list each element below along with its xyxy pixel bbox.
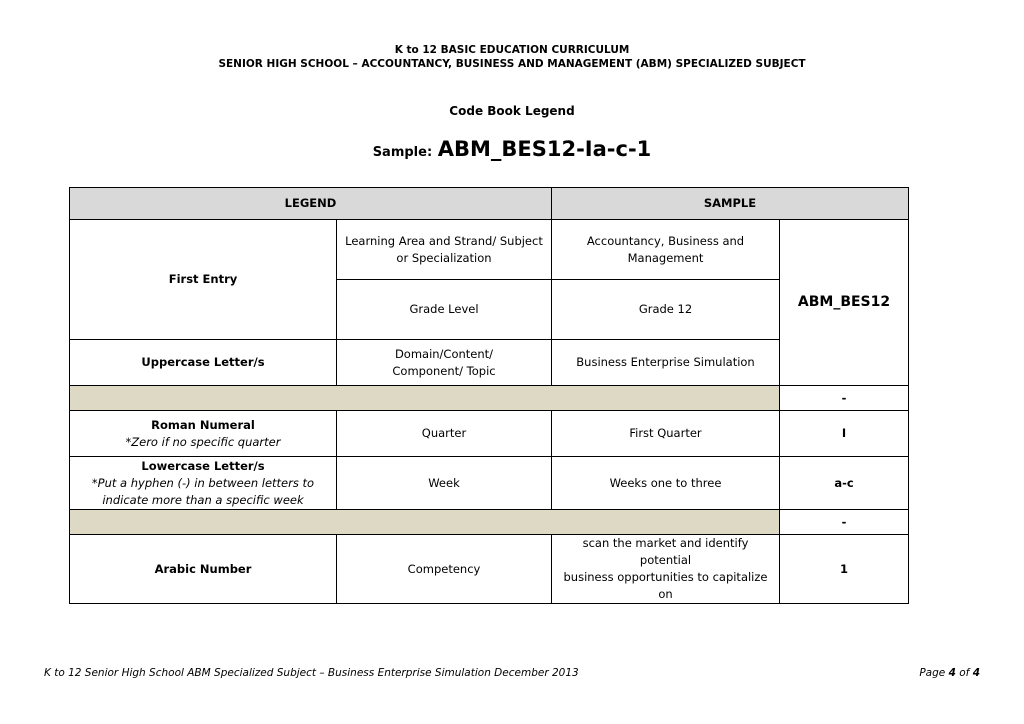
sample-code-line	[0, 137, 1024, 161]
separator-code: -	[780, 510, 909, 535]
domain-sample: Business Enterprise Simulation	[552, 340, 780, 386]
competency-desc: Competency	[337, 535, 552, 604]
roman-numeral-note: *Zero if no specific quarter	[125, 434, 281, 449]
competency-sample-line1: scan the market and identify potential	[582, 536, 749, 567]
uppercase-letters-label: Uppercase Letter/s	[70, 340, 337, 386]
domain-desc-line1: Domain/Content/	[394, 346, 494, 361]
legend-header: LEGEND	[70, 188, 552, 220]
page-current: 4	[948, 667, 956, 679]
quarter-code: I	[780, 411, 909, 457]
quarter-sample: First Quarter	[552, 411, 780, 457]
table-row	[70, 457, 909, 510]
week-desc: Week	[337, 457, 552, 510]
table-row	[70, 220, 909, 280]
lowercase-letters-label: Lowercase Letter/s	[141, 458, 265, 473]
curriculum-title: K to 12 BASIC EDUCATION CURRICULUM	[394, 44, 630, 56]
lowercase-letters-cell	[70, 457, 337, 510]
learning-area-desc: Learning Area and Strand/ Subject or Specialization	[337, 220, 552, 280]
footer-document-title: K to 12 Senior High School ABM Specialized Subject – Business Enterprise Simulation December 2013	[44, 667, 579, 679]
first-entry-code: ABM_BES12	[780, 220, 909, 386]
page-word: Page	[919, 667, 946, 679]
arabic-number-label: Arabic Number	[70, 535, 337, 604]
roman-numeral-label: Roman Numeral	[151, 417, 255, 432]
sample-code: ABM_BES12-Ia-c-1	[437, 137, 652, 161]
lowercase-letters-note-1: *Put a hyphen (-) in between letters to	[91, 475, 315, 490]
separator-row	[70, 386, 909, 411]
table-header-row	[70, 188, 909, 220]
lowercase-letters-note-2: indicate more than a specific week	[102, 492, 304, 507]
domain-desc	[337, 340, 552, 386]
competency-sample-line2: business opportunities to capitalize on	[563, 570, 768, 601]
quarter-desc: Quarter	[337, 411, 552, 457]
grade-level-sample: Grade 12	[552, 280, 780, 340]
code-book-table	[69, 187, 909, 604]
footer-page-number	[919, 667, 980, 679]
separator-code: -	[780, 386, 909, 411]
subject-title: SENIOR HIGH SCHOOL – ACCOUNTANCY, BUSINESS AND MANAGEMENT (ABM) SPECIALIZED SUBJECT	[218, 58, 806, 70]
week-code: a-c	[780, 457, 909, 510]
sample-label: Sample:	[372, 145, 433, 160]
week-sample: Weeks one to three	[552, 457, 780, 510]
sample-header: SAMPLE	[552, 188, 909, 220]
domain-desc-line2: Component/ Topic	[392, 363, 496, 378]
roman-numeral-cell	[70, 411, 337, 457]
separator-row	[70, 510, 909, 535]
separator-cell	[70, 386, 780, 411]
learning-area-sample: Accountancy, Business and Management	[552, 220, 780, 280]
competency-sample	[552, 535, 780, 604]
code-book-legend-title: Code Book Legend	[449, 104, 575, 118]
competency-code: 1	[780, 535, 909, 604]
table-row	[70, 411, 909, 457]
first-entry-label: First Entry	[70, 220, 337, 340]
page-total: 4	[972, 667, 980, 679]
grade-level-desc: Grade Level	[337, 280, 552, 340]
of-word: of	[959, 667, 970, 679]
table-row	[70, 535, 909, 604]
separator-cell	[70, 510, 780, 535]
